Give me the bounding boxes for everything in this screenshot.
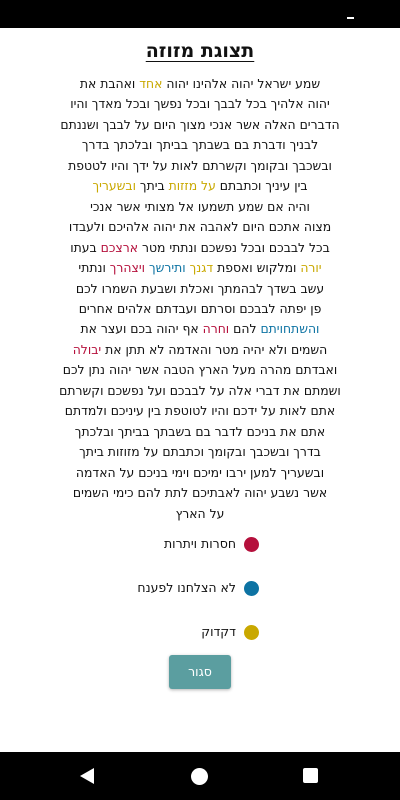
text-segment: אף יהוה בכם ועצר את: [80, 321, 203, 337]
legend-label: חסרות ויתרות: [163, 536, 236, 551]
text-segment: והיה אם שמע תשמעו אל מצותי אשר אנכי: [90, 198, 310, 214]
highlighted-word: דגנך: [189, 260, 214, 276]
text-line: [34, 217, 366, 237]
highlighted-word: אחד: [139, 76, 163, 91]
close-button[interactable]: סגור: [169, 655, 231, 689]
text-segment: ובשעריך למען ירבו ימיכם וימי בניכם על האדמה: [75, 464, 325, 480]
text-line: [34, 442, 366, 462]
highlighted-word: יבולה: [72, 341, 102, 357]
text-segment: אשר נשבע יהוה לאבתיכם לתת להם כימי השמים: [72, 485, 328, 501]
legend-label: לא הצלחנו לפענח: [137, 580, 236, 595]
text-segment: על הארץ: [175, 505, 225, 521]
page-title: [0, 40, 400, 62]
recents-square-icon[interactable]: [303, 768, 318, 783]
highlighted-word: יורה: [300, 260, 322, 276]
text-segment: ושמתם את דברי אלה על לבבכם ועל נפשכם וקשרתם: [59, 382, 341, 398]
text-line: [34, 135, 366, 155]
highlighted-word: וחרה: [202, 321, 230, 337]
text-line: [34, 381, 366, 401]
text-segment: מצוה אתכם היום לאהבה את יהוה אלהיכם ולעבדו: [68, 219, 332, 235]
text-segment: ונתתי: [78, 260, 110, 276]
text-segment: לבניך ודברת בם בשבתך בביתך ובלכתך בדרך: [81, 137, 319, 153]
text-line: [34, 258, 366, 278]
text-line: [34, 483, 366, 503]
legend-item-not-succeeded: [0, 579, 400, 599]
legend-label: דקדוק: [201, 624, 236, 639]
text-line: [34, 176, 366, 196]
yellow-dot-icon: [244, 625, 259, 640]
text-line: [34, 401, 366, 421]
text-line: [34, 360, 366, 380]
text-segment: בכל לבבכם ובכל נפשכם ונתתי מטר: [138, 239, 330, 255]
text-segment: להם: [229, 321, 261, 337]
blue-dot-icon: [244, 581, 259, 596]
text-segment: ואהבת את: [79, 76, 140, 91]
text-segment: ובשכבך ובקומך וקשרתם לאות על ידך והיו לטטפת: [68, 157, 332, 173]
text-segment: עשב בשדך לבהמתך ואכלת ושבעת השמרו לכם: [75, 280, 325, 296]
text-segment: הדברים האלה אשר אנכי מצוך היום על לבבך ושננתם: [60, 116, 340, 132]
text-line: [34, 115, 366, 135]
highlighted-word: על מזזות: [168, 178, 216, 194]
text-segment: בדרך ובשכבך ובקומך וכתבתם על מזוזות ביתך: [79, 444, 321, 460]
text-line: [34, 279, 366, 299]
text-line: [34, 156, 366, 176]
text-segment: השמים ולא יהיה מטר והאדמה לא תתן את: [101, 341, 328, 357]
text-line: [34, 504, 366, 524]
red-dot-icon: [244, 537, 259, 552]
back-triangle-icon[interactable]: [80, 768, 94, 784]
highlighted-word: והשתחויתם: [260, 321, 320, 337]
home-circle-icon[interactable]: [191, 768, 208, 785]
page-title-text: תצוגת מזוזה: [145, 40, 255, 62]
highlighted-word: ותירשך: [148, 260, 186, 276]
mezuzah-text: [34, 74, 366, 524]
highlighted-word: ארצכם: [100, 239, 139, 255]
text-line: [34, 238, 366, 258]
text-segment: שמע ישראל יהוה אלהינו יהוה: [162, 76, 321, 91]
text-line: [34, 319, 366, 339]
text-line: [34, 463, 366, 483]
text-segment: יהוה אלהיך בכל לבבך ובכל נפשך ובכל מאדך והיו: [70, 96, 330, 112]
text-segment: אתם את בניכם לדבר בם בשבתך בביתך ובלכתך: [74, 423, 326, 439]
legend-item-missing-extra: [0, 535, 400, 555]
text-line: [34, 94, 366, 114]
text-segment: ביתך: [135, 178, 169, 194]
highlighted-word: ויצהרך: [109, 260, 146, 276]
highlighted-word: ובשעריך: [92, 178, 136, 194]
navigation-bar: [0, 752, 400, 800]
text-segment: בין עיניך וכתבתם: [215, 178, 308, 194]
text-line: [34, 422, 366, 442]
text-line: [34, 340, 366, 360]
text-line: [34, 197, 366, 217]
status-bar: [0, 0, 400, 28]
text-segment: אתם לאות על ידכם והיו לטוטפת בין עיניכם ולמדתם: [64, 403, 336, 419]
text-line: [34, 74, 366, 94]
battery-icon: [347, 17, 354, 19]
text-segment: ואבדתם מהרה מעל הארץ הטבה אשר יהוה נתן לכם: [62, 362, 338, 378]
legend-item-grammar: [0, 623, 400, 643]
text-segment: פן יפתה לבבכם וסרתם ועבדתם אלהים אחרים: [78, 300, 322, 316]
text-segment: בעתו: [70, 239, 101, 255]
text-segment: ומלקוש ואספת: [213, 260, 301, 276]
text-line: [34, 299, 366, 319]
